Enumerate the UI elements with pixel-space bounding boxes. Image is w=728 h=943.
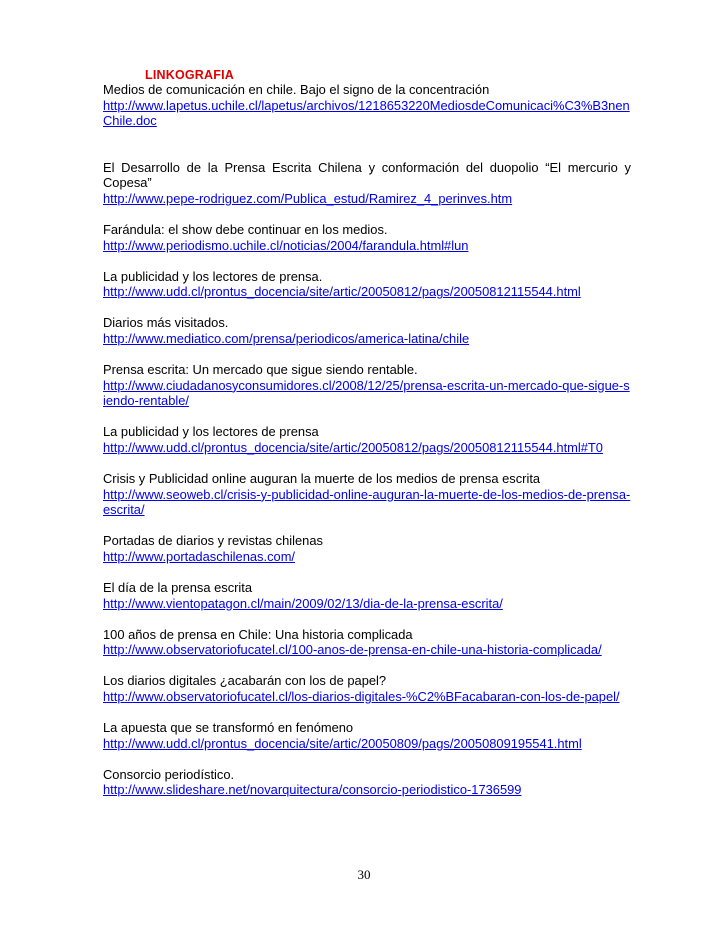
- link-entry: [103, 362, 631, 409]
- entry-link[interactable]: http://www.periodismo.uchile.cl/noticias/2004/farandula.html#lun: [103, 237, 469, 253]
- link-entry: [103, 160, 631, 207]
- entry-link[interactable]: http://www.udd.cl/prontus_docencia/site/artic/20050812/pags/20050812115544.html#T0: [103, 440, 603, 455]
- entry-link[interactable]: http://www.udd.cl/prontus_docencia/site/artic/20050809/pags/20050809195541.html: [103, 735, 582, 751]
- link-entry: [103, 315, 631, 346]
- entry-title: La publicidad y los lectores de prensa: [103, 424, 319, 440]
- link-list: [103, 82, 631, 798]
- link-entry: [103, 533, 631, 564]
- entry-link[interactable]: http://www.slideshare.net/novarquitectura/consorcio-periodistico-1736599: [103, 782, 522, 798]
- entry-title: La publicidad y los lectores de prensa.: [103, 268, 323, 284]
- entry-title: Medios de comunicación en chile. Bajo el signo de la concentración: [103, 82, 490, 97]
- entry-link[interactable]: http://www.vientopatagon.cl/main/2009/02/13/dia-de-la-prensa-escrita/: [103, 595, 503, 611]
- entry-title: La apuesta que se transformó en fenómeno: [103, 720, 354, 736]
- link-entry: [103, 222, 631, 253]
- link-entry: [103, 720, 631, 751]
- entry-title: Diarios más visitados.: [103, 315, 229, 331]
- entry-title: Crisis y Publicidad online auguran la muerte de los medios de prensa escrita: [103, 471, 541, 487]
- entry-title: El día de la prensa escrita: [103, 580, 253, 596]
- entry-title: Farándula: el show debe continuar en los medios.: [103, 222, 388, 238]
- entry-title: Los diarios digitales ¿acabarán con los de papel?: [103, 673, 387, 689]
- entry-link[interactable]: http://www.mediatico.com/prensa/periodicos/america-latina/chile: [103, 331, 470, 347]
- entry-title: Consorcio periodístico.: [103, 766, 235, 782]
- entry-link[interactable]: http://www.portadaschilenas.com/: [103, 548, 296, 564]
- entry-link[interactable]: http://www.seoweb.cl/crisis-y-publicidad-online-auguran-la-muerte-de-los-medios-de-prensa-escrita/: [103, 486, 631, 518]
- entry-link[interactable]: http://www.ciudadanosyconsumidores.cl/2008/12/25/prensa-escrita-un-mercado-que-sigue-siendo-rentable/: [103, 377, 630, 409]
- entry-link[interactable]: http://www.lapetus.uchile.cl/lapetus/archivos/1218653220MediosdeComunicaci%C3%B3nenChile.doc: [103, 97, 630, 129]
- entry-title: Prensa escrita: Un mercado que sigue siendo rentable.: [103, 362, 418, 378]
- link-entry: [103, 673, 631, 704]
- link-entry: [103, 580, 631, 611]
- entry-link[interactable]: http://www.pepe-rodriguez.com/Publica_estud/Ramirez_4_perinves.htm: [103, 190, 513, 206]
- entry-link[interactable]: http://www.udd.cl/prontus_docencia/site/artic/20050812/pags/20050812115544.html: [103, 284, 581, 300]
- section-heading: LINKOGRAFIA: [145, 68, 234, 82]
- entry-title: Portadas de diarios y revistas chilenas: [103, 533, 323, 549]
- link-entry: [103, 767, 631, 798]
- page-number: 30: [357, 867, 371, 882]
- link-entry: [103, 424, 631, 455]
- entry-title: El Desarrollo de la Prensa Escrita Chilena y conformación del duopolio “El mercurio y Copesa”: [103, 159, 631, 191]
- link-entry: [103, 82, 631, 129]
- link-entry: [103, 269, 631, 300]
- entry-link[interactable]: http://www.observatoriofucatel.cl/100-anos-de-prensa-en-chile-una-historia-complicada/: [103, 642, 602, 658]
- entry-link[interactable]: http://www.observatoriofucatel.cl/los-diarios-digitales-%C2%BFacabaran-con-los-de-papel/: [103, 689, 620, 705]
- link-entry: [103, 627, 631, 658]
- link-entry: [103, 471, 631, 518]
- entry-title: 100 años de prensa en Chile: Una historia complicada: [103, 626, 413, 642]
